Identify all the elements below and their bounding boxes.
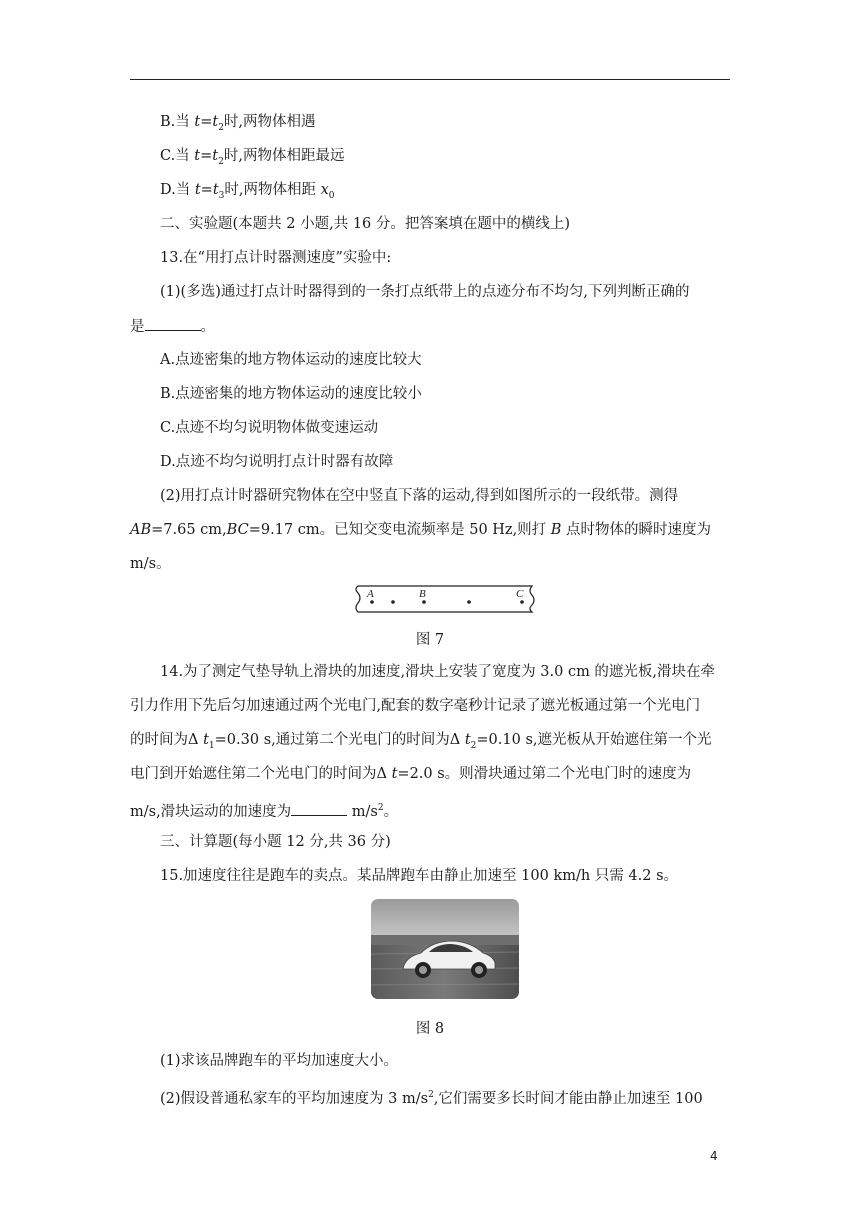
- q14-line4: 电门到开始遮住第二个光电门的时间为Δ t=2.0 s。则滑块通过第二个光电门时的速度为: [130, 766, 692, 782]
- section3-heading: 三、计算题(每小题 12 分,共 36 分): [160, 834, 391, 850]
- header-rule: [130, 79, 730, 80]
- option-b: B.当 $t=t_2$时,两物体相遇: [160, 114, 316, 133]
- q13-part1-line2: 是 。: [130, 316, 730, 337]
- q13-part2-line2: AB=7.65 cm,BC=9.17 cm。已知交变电流频率是 50 Hz,则打 B 点时物体的瞬时速度为: [130, 522, 712, 538]
- q13-option-d: D.点迹不均匀说明打点计时器有故障: [160, 454, 394, 470]
- q13-option-a: A.点迹密集的地方物体运动的速度比较大: [160, 352, 422, 368]
- q15-stem: 15.加速度往往是跑车的卖点。某品牌跑车由静止加速至 100 km/h 只需 4.2 s。: [160, 868, 679, 884]
- page-number: 4: [710, 1149, 718, 1163]
- q14-line5: m/s,滑块运动的加速度为 $m/s^2$。: [130, 798, 730, 822]
- q13-part2-line1: (2)用打点计时器研究物体在空中竖直下落的运动,得到如图所示的一段纸带。测得: [160, 488, 679, 504]
- q14-line2: 引力作用下先后匀加速通过两个光电门,配套的数字毫秒计记录了遮光板通过第一个光电门: [130, 698, 701, 714]
- paper-tape-figure: [352, 583, 538, 615]
- answer-blank: [291, 801, 347, 816]
- tape-dot: [391, 600, 395, 604]
- section2-heading: 二、实验题(本题共 2 小题,共 16 分。把答案填在题中的横线上): [160, 216, 571, 232]
- q13-part2-line3: m/s。: [130, 556, 171, 572]
- q13-option-b: B.点迹密集的地方物体运动的速度比较小: [160, 386, 422, 402]
- tape-dot: [520, 600, 524, 604]
- sports-car-photo: [371, 899, 519, 999]
- q15-part2: (2)假设普通私家车的平均加速度为 3 $m/s^2$,它们需要多长时间才能由静止加速至 100: [160, 1090, 703, 1107]
- tape-label-b: B: [419, 588, 426, 600]
- tape-label-c: C: [516, 588, 524, 600]
- tape-label-a: A: [367, 588, 374, 600]
- q13-stem: 13.在“用打点计时器测速度”实验中:: [160, 250, 392, 266]
- q13-part1-line1: (1)(多选)通过打点计时器得到的一条打点纸带上的点迹分布不均匀,下列判断正确的: [160, 284, 690, 300]
- tape-dot: [467, 600, 471, 604]
- q15-part1: (1)求该品牌跑车的平均加速度大小。: [160, 1053, 399, 1069]
- figure7-caption: 图 7: [415, 632, 445, 648]
- option-c: C.当 $t=t_2$时,两物体相距最远: [160, 148, 345, 167]
- answer-blank: [145, 316, 201, 331]
- option-d: D.当 $t=t_3$时,两物体相距 $x_0$: [160, 182, 335, 201]
- tape-dot: [422, 600, 426, 604]
- q14-line3: 的时间为Δ $t_1=0.30$ s,通过第二个光电门的时间为Δ $t_2=0.10$ s,遮光板从开始遮住第一个光: [130, 732, 712, 751]
- q13-option-c: C.点迹不均匀说明物体做变速运动: [160, 420, 379, 436]
- tape-dot: [370, 600, 374, 604]
- figure8-caption: 图 8: [415, 1021, 445, 1037]
- q14-line1: 14.为了测定气垫导轨上滑块的加速度,滑块上安装了宽度为 3.0 cm 的遮光板,滑块在牵: [160, 664, 716, 680]
